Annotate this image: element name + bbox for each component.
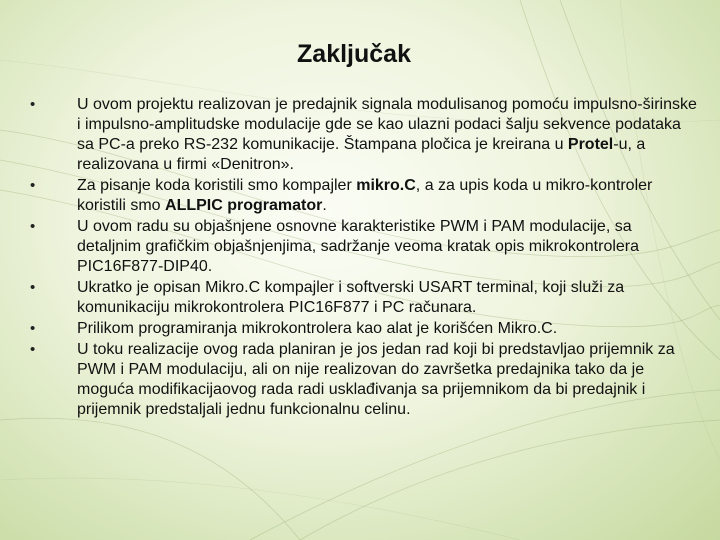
bullet-text: Za pisanje koda koristili smo kompajler: [77, 177, 357, 194]
slide-title: Zaključak: [297, 40, 411, 68]
bullet-list: [30, 95, 700, 421]
bullet-text: U toku realizacije ovog rada planiran je jos jedan rad koji bi predstavljao prijemnik za PWM i PAM modulaciju, ali on nije realizovan do završetka predajnika tako da je moguća modifikacijaovog rada radi usklađivanja sa prijemnikom da bi predajnik i prijemnik predstaljali jednu funkcionalnu celinu.: [77, 341, 675, 418]
bold-text: mikro.C: [356, 177, 416, 194]
bullet-item: [30, 340, 700, 420]
bullet-item: [30, 319, 700, 339]
bullet-text: U ovom radu su objašnjene osnovne karakteristike PWM i PAM modulacije, sa detaljnim grafičkim objašnjenjima, sadržanje veoma kratak opis mikrokontrolera PIC16F877-DIP40.: [77, 218, 640, 275]
bold-text: Protel: [567, 136, 614, 153]
bullet-text: -u, a realizovana u firmi «Denitron».: [77, 136, 646, 173]
bullet-text: Ukratko je opisan Mikro.C kompajler i softverski USART terminal, koji služi za komunikaciju mikrokontrolera PIC16F877 i PC računara.: [77, 279, 625, 316]
bold-text: ALLPIC programator: [165, 197, 323, 214]
bullet-item: [30, 95, 700, 175]
bullet-item: [30, 176, 700, 216]
bullet-item: [30, 278, 700, 318]
bullet-item: [30, 217, 700, 277]
bullet-text: Prilikom programiranja mikrokontrolera kao alat je korišćen Mikro.C.: [77, 320, 558, 337]
bullet-text: , a za upis koda u mikro-kontroler koristili smo: [77, 177, 653, 214]
bullet-text: U ovom projektu realizovan je predajnik signala modulisanog pomoću impulsno-širinske i impulsno-amplitudske modulacije gde se kao ulazni podaci šalju sekvence podataka sa PC-a preko RS-232 komunikacije. Štampana pločica je kreirana u: [77, 96, 697, 153]
bullet-text: .: [322, 197, 327, 214]
